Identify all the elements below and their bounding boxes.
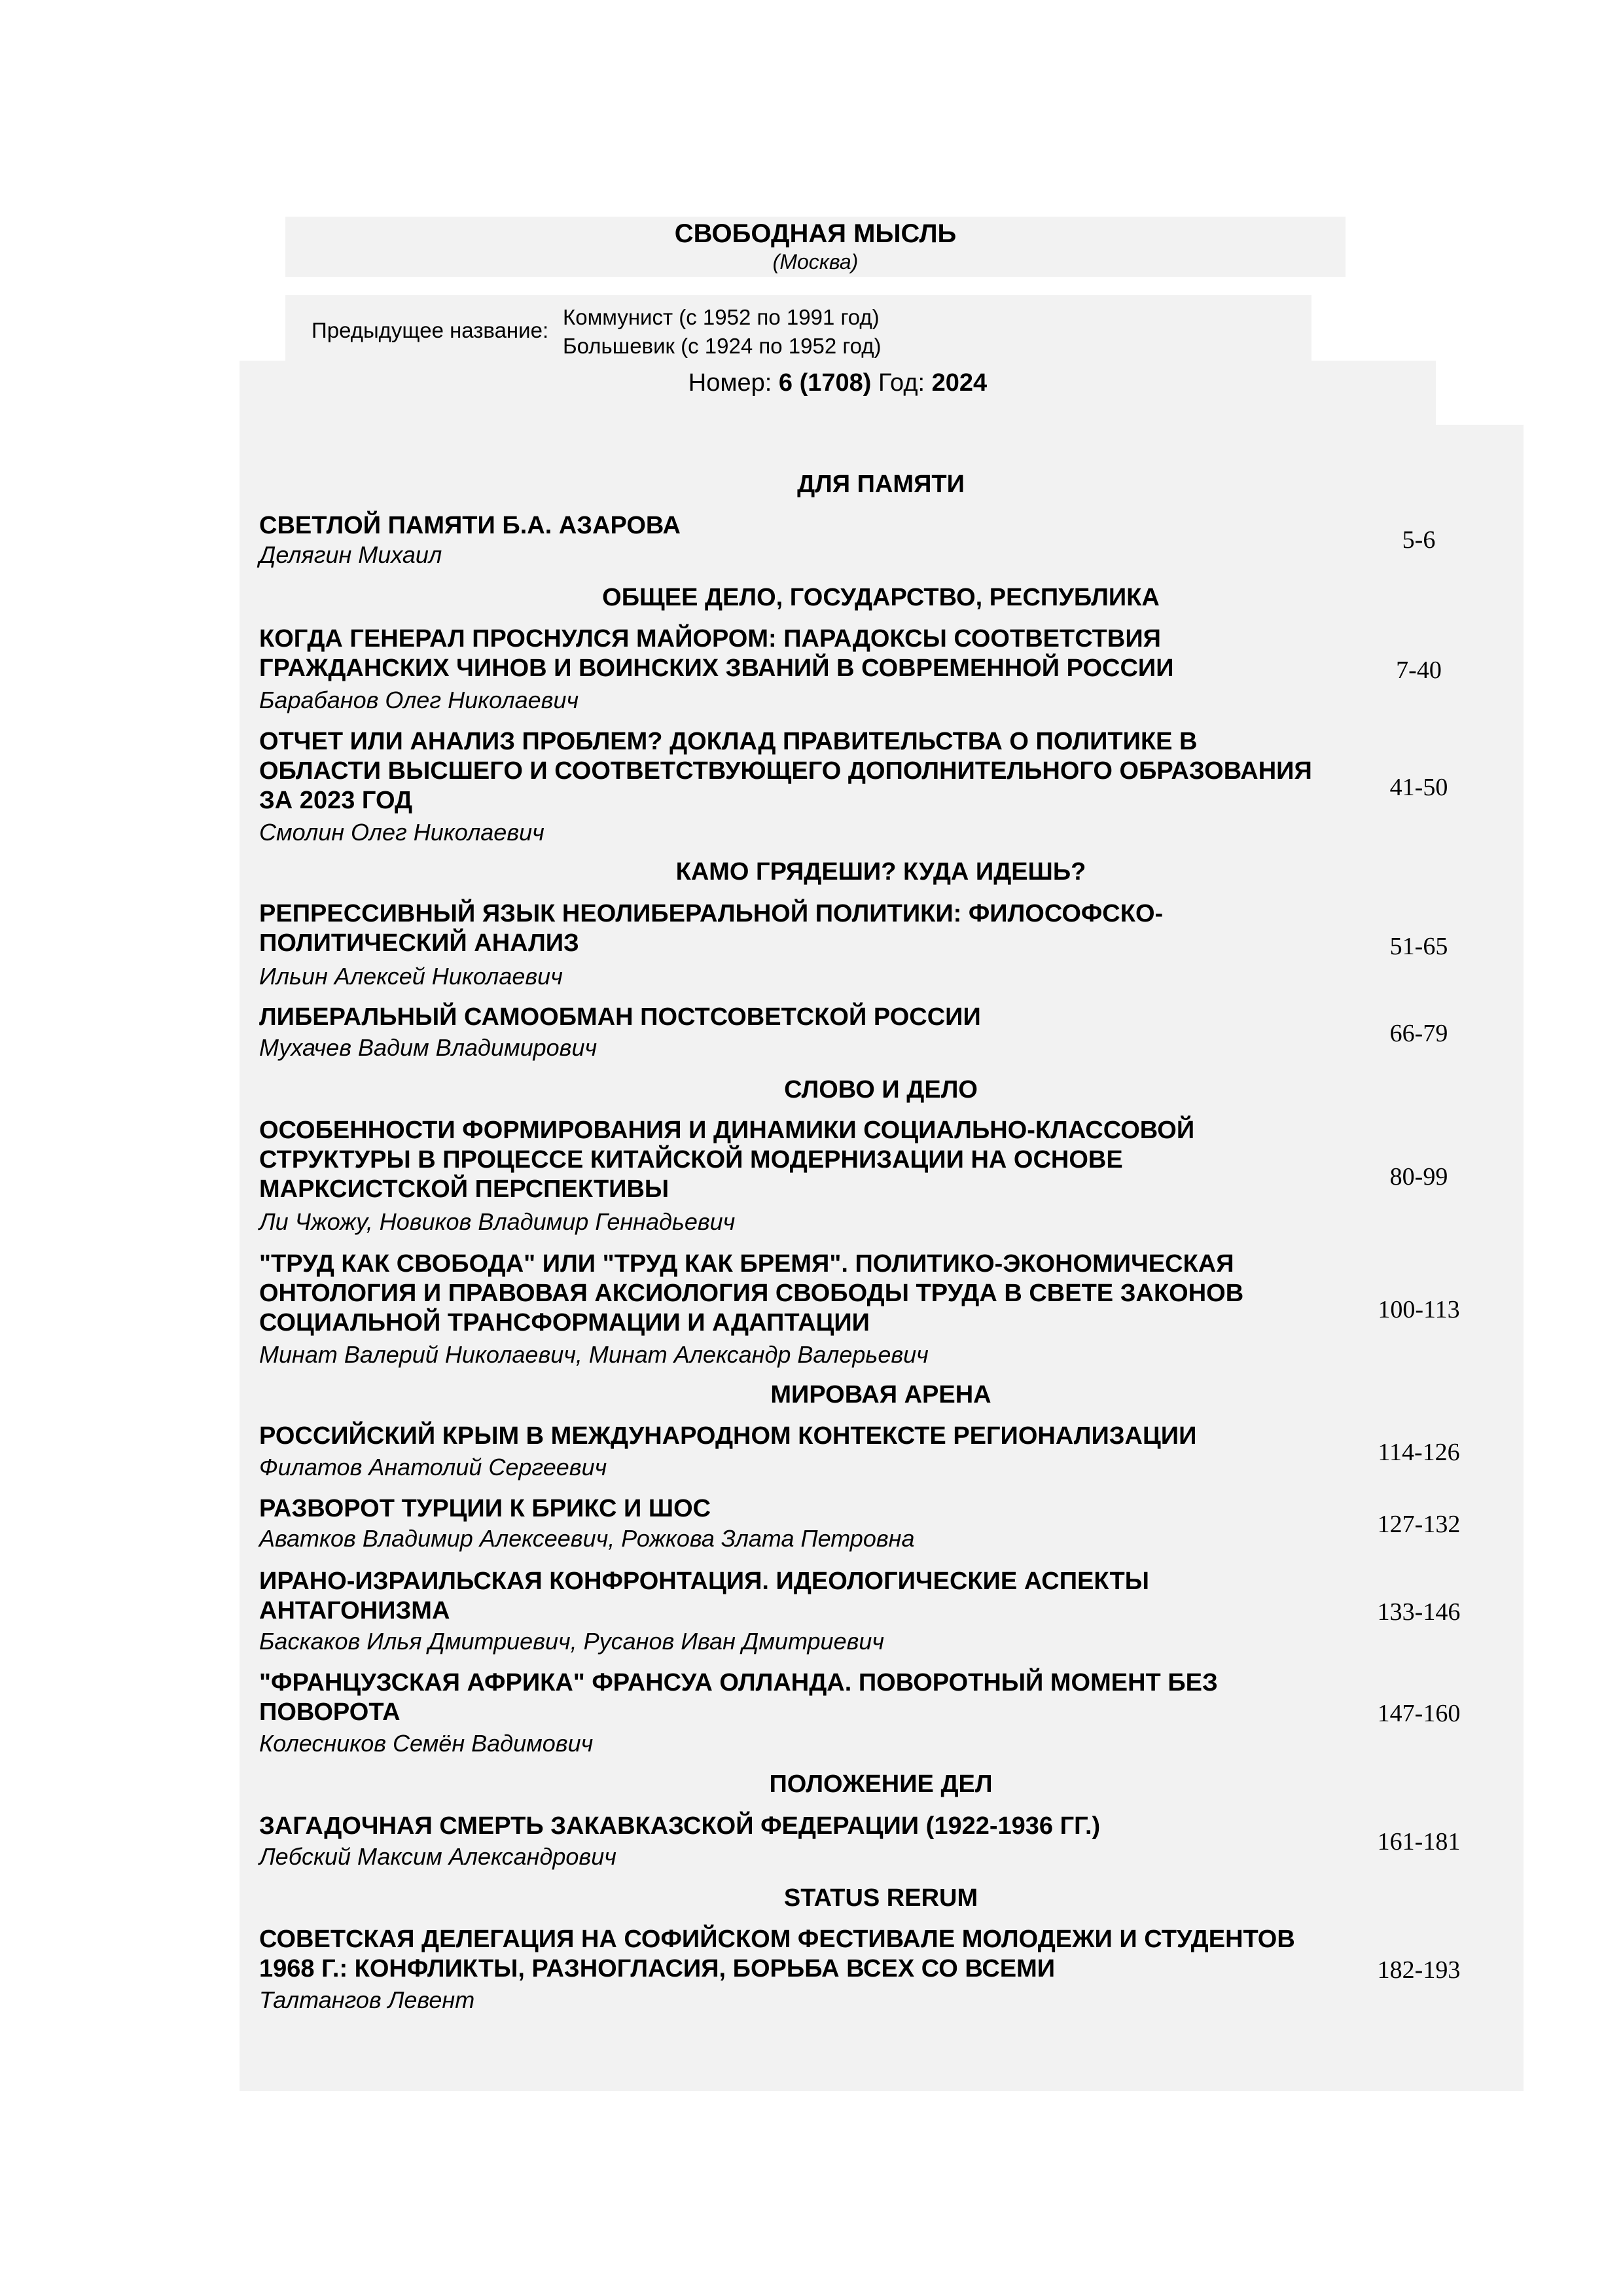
article-title[interactable] bbox=[259, 1668, 1332, 1727]
article-title-line: "ТРУД КАК СВОБОДА" ИЛИ "ТРУД КАК БРЕМЯ". ПОЛИТИКО-ЭКОНОМИЧЕСКАЯ bbox=[259, 1250, 1234, 1278]
article-title-line: ЛИБЕРАЛЬНЫЙ САМООБМАН ПОСТСОВЕТСКОЙ РОССИИ bbox=[259, 1003, 981, 1031]
article-title-line: ЗАГАДОЧНАЯ СМЕРТЬ ЗАКАВКАЗСКОЙ ФЕДЕРАЦИИ (1922-1936 ГГ.) bbox=[259, 1812, 1101, 1840]
article-title[interactable] bbox=[259, 624, 1332, 683]
article-title-line: ОНТОЛОГИЯ И ПРАВОВАЯ АКСИОЛОГИЯ СВОБОДЫ ТРУДА В СВЕТЕ ЗАКОНОВ bbox=[259, 1280, 1244, 1307]
article-title-line: АНТАГОНИЗМА bbox=[259, 1597, 450, 1624]
article-title-line: ПОЛИТИЧЕСКИЙ АНАЛИЗ bbox=[259, 929, 579, 957]
article-title[interactable] bbox=[259, 727, 1332, 816]
article-pages: 133-146 bbox=[1377, 1598, 1461, 1626]
article-title-line: РЕПРЕССИВНЫЙ ЯЗЫК НЕОЛИБЕРАЛЬНОЙ ПОЛИТИКИ: ФИЛОСОФСКО- bbox=[259, 900, 1164, 927]
article-author: Филатов Анатолий Сергеевич bbox=[259, 1454, 607, 1480]
section-heading: STATUS RERUM bbox=[783, 1884, 978, 1912]
article-author: Делягин Михаил bbox=[259, 541, 442, 568]
article-title[interactable] bbox=[259, 1567, 1332, 1626]
article-pages: 80-99 bbox=[1389, 1163, 1448, 1191]
article-pages: 41-50 bbox=[1389, 774, 1448, 801]
article-title[interactable] bbox=[259, 511, 1332, 541]
article-pages: 66-79 bbox=[1389, 1020, 1448, 1047]
article-author: Барабанов Олег Николаевич bbox=[259, 687, 579, 713]
article-title-line: ОТЧЕТ ИЛИ АНАЛИЗ ПРОБЛЕМ? ДОКЛАД ПРАВИТЕЛЬСТВА О ПОЛИТИКЕ В bbox=[259, 728, 1198, 755]
article-pages: 51-65 bbox=[1389, 933, 1448, 960]
article-title-line: ЗА 2023 ГОД bbox=[259, 787, 413, 814]
article-author: Ильин Алексей Николаевич bbox=[259, 963, 563, 990]
article-author: Мухачев Вадим Владимирович bbox=[259, 1034, 597, 1061]
article-title-line: ИРАНО-ИЗРАИЛЬСКАЯ КОНФРОНТАЦИЯ. ИДЕОЛОГИЧЕСКИЕ АСПЕКТЫ bbox=[259, 1568, 1149, 1595]
article-pages: 161-181 bbox=[1377, 1828, 1461, 1856]
previous-name: Большевик (с 1924 по 1952 год) bbox=[563, 334, 882, 358]
article-author: Баскаков Илья Дмитриевич, Русанов Иван Дмитриевич bbox=[259, 1628, 885, 1655]
article-title-line: 1968 Г.: КОНФЛИКТЫ, РАЗНОГЛАСИЯ, БОРЬБА ВСЕХ СО ВСЕМИ bbox=[259, 1955, 1056, 1982]
article-title-line: КОГДА ГЕНЕРАЛ ПРОСНУЛСЯ МАЙОРОМ: ПАРАДОКСЫ СООТВЕТСТВИЯ bbox=[259, 625, 1161, 653]
article-author: Ли Чжожу, Новиков Владимир Геннадьевич bbox=[259, 1208, 736, 1235]
section-heading: КАМО ГРЯДЕШИ? КУДА ИДЕШЬ? bbox=[675, 858, 1086, 886]
article-title-line: ОСОБЕННОСТИ ФОРМИРОВАНИЯ И ДИНАМИКИ СОЦИАЛЬНО-КЛАССОВОЙ bbox=[259, 1117, 1195, 1144]
section-heading: ДЛЯ ПАМЯТИ bbox=[797, 471, 965, 498]
article-title-line: СВЕТЛОЙ ПАМЯТИ Б.А. АЗАРОВА bbox=[259, 512, 681, 539]
article-title-line: "ФРАНЦУЗСКАЯ АФРИКА" ФРАНСУА ОЛЛАНДА. ПОВОРОТНЫЙ МОМЕНТ БЕЗ bbox=[259, 1669, 1218, 1696]
article-title[interactable] bbox=[259, 1925, 1332, 1984]
previous-names bbox=[563, 303, 882, 361]
previous-name-label: Предыдущее название: bbox=[312, 318, 549, 342]
article-title-line: ГРАЖДАНСКИХ ЧИНОВ И ВОИНСКИХ ЗВАНИЙ В СОВРЕМЕННОЙ РОССИИ bbox=[259, 655, 1174, 682]
article-title-line: СОВЕТСКАЯ ДЕЛЕГАЦИЯ НА СОФИЙСКОМ ФЕСТИВАЛЕ МОЛОДЕЖИ И СТУДЕНТОВ bbox=[259, 1926, 1295, 1953]
issue-line bbox=[240, 368, 1436, 398]
article-title-line: РАЗВОРОТ ТУРЦИИ К БРИКС И ШОС bbox=[259, 1495, 711, 1522]
section-heading: МИРОВАЯ АРЕНА bbox=[770, 1381, 991, 1408]
year-value: 2024 bbox=[931, 369, 988, 397]
article-author: Лебский Максим Александрович bbox=[259, 1843, 616, 1870]
article-title[interactable] bbox=[259, 1116, 1332, 1204]
issue-label: Номер: bbox=[688, 369, 772, 397]
section-heading: СЛОВО И ДЕЛО bbox=[784, 1076, 978, 1103]
article-title-line: СОЦИАЛЬНОЙ ТРАНСФОРМАЦИИ И АДАПТАЦИИ bbox=[259, 1309, 870, 1336]
article-pages: 114-126 bbox=[1378, 1439, 1460, 1466]
year-label: Год: bbox=[878, 369, 925, 397]
article-author: Смолин Олег Николаевич bbox=[259, 819, 544, 846]
article-pages: 147-160 bbox=[1377, 1700, 1461, 1727]
article-pages: 127-132 bbox=[1377, 1511, 1461, 1538]
article-title[interactable] bbox=[259, 1494, 1332, 1524]
article-title-line: МАРКСИСТСКОЙ ПЕРСПЕКТИВЫ bbox=[259, 1175, 669, 1203]
issue-number: 6 (1708) bbox=[778, 369, 872, 397]
section-heading: ПОЛОЖЕНИЕ ДЕЛ bbox=[769, 1770, 993, 1798]
section-heading: ОБЩЕЕ ДЕЛО, ГОСУДАРСТВО, РЕСПУБЛИКА bbox=[602, 584, 1160, 611]
article-author: Колесников Семён Вадимович bbox=[259, 1730, 594, 1757]
journal-city: (Москва) bbox=[772, 250, 859, 274]
article-author: Аватков Владимир Алексеевич, Рожкова Злата Петровна bbox=[259, 1525, 915, 1552]
journal-title: СВОБОДНАЯ МЫСЛЬ bbox=[674, 219, 957, 248]
article-title[interactable] bbox=[259, 1249, 1332, 1338]
article-pages: 5-6 bbox=[1402, 526, 1436, 554]
article-title-line: ОБЛАСТИ ВЫСШЕГО И СООТВЕТСТВУЮЩЕГО ДОПОЛНИТЕЛЬНОГО ОБРАЗОВАНИЯ bbox=[259, 757, 1312, 785]
article-title[interactable] bbox=[259, 1003, 1332, 1032]
article-pages: 182-193 bbox=[1377, 1956, 1461, 1984]
previous-name: Коммунист (с 1952 по 1991 год) bbox=[563, 305, 880, 329]
article-title[interactable] bbox=[259, 1812, 1332, 1841]
article-pages: 7-40 bbox=[1396, 656, 1442, 684]
article-author: Талтангов Левент bbox=[259, 1986, 475, 2013]
article-title[interactable] bbox=[259, 899, 1332, 958]
article-title-line: РОССИЙСКИЙ КРЫМ В МЕЖДУНАРОДНОМ КОНТЕКСТЕ РЕГИОНАЛИЗАЦИИ bbox=[259, 1422, 1197, 1450]
article-title-line: СТРУКТУРЫ В ПРОЦЕССЕ КИТАЙСКОЙ МОДЕРНИЗАЦИИ НА ОСНОВЕ bbox=[259, 1146, 1123, 1174]
article-title-line: ПОВОРОТА bbox=[259, 1698, 401, 1726]
article-author: Минат Валерий Николаевич, Минат Александр Валерьевич bbox=[259, 1341, 929, 1368]
article-pages: 100-113 bbox=[1378, 1296, 1460, 1323]
article-title[interactable] bbox=[259, 1422, 1332, 1451]
